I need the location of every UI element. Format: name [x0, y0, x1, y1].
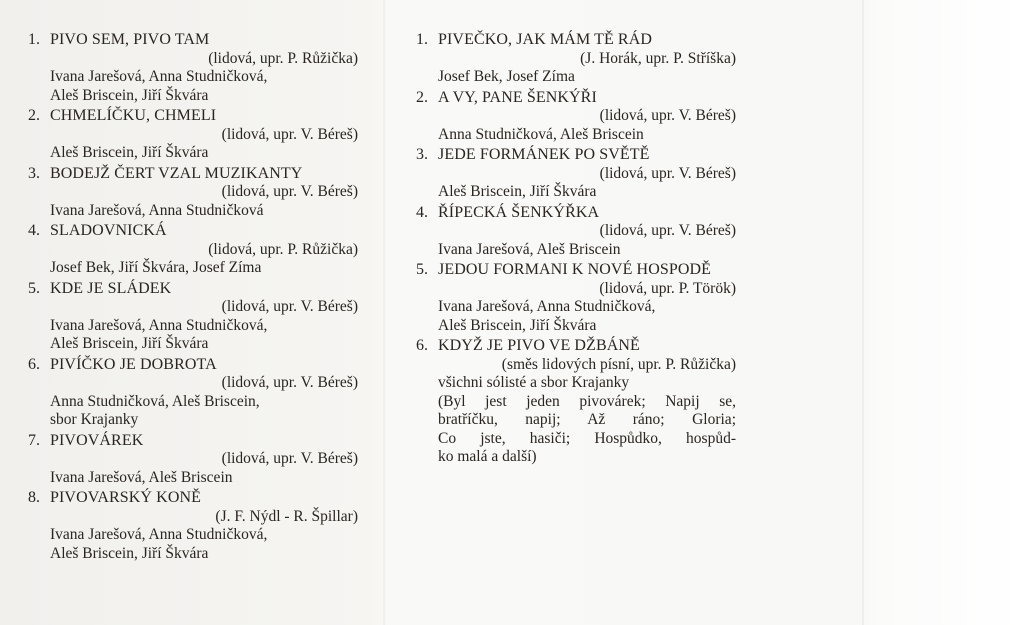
track-number: 4. [416, 203, 428, 221]
track-performers: Ivana Jarešová, Anna Studničková [50, 201, 264, 219]
track-number: 1. [28, 31, 40, 48]
track-performers: Ivana Jarešová, Aleš Briscein [438, 240, 621, 258]
track-performers: Aleš Briscein, Jiří Škvára [438, 183, 597, 200]
track-performers: Josef Bek, Jiří Škvára, Josef Zíma [50, 259, 262, 276]
track-credit: (směs lidových písní, upr. P. Růžička) [501, 355, 736, 373]
track-credit: (lidová, upr. V. Béreš) [221, 450, 358, 467]
track-performers: Anna Studničková, Aleš Briscein, [50, 392, 260, 410]
track-title: KDE JE SLÁDEK [50, 279, 172, 297]
track-credit: (J. Horák, upr. P. Stříška) [580, 49, 736, 67]
medley-line: ko malá a další) [438, 448, 537, 465]
track-title: JEDE FORMÁNEK PO SVĚTĚ [438, 146, 650, 163]
track-performers: Josef Bek, Josef Zíma [438, 68, 575, 85]
track-entry [28, 107, 358, 163]
track-title: SLADOVNICKÁ [50, 222, 167, 239]
tracklist-right [416, 31, 736, 469]
track-credit: (lidová, upr. V. Béreš) [599, 107, 736, 124]
track-performers: Anna Studničková, Aleš Briscein [438, 125, 644, 143]
track-entry [416, 204, 736, 260]
track-entry [28, 222, 358, 278]
track-number: 3. [416, 146, 428, 163]
track-entry [416, 146, 736, 202]
track-number: 4. [28, 222, 40, 239]
track-credit: (lidová, upr. V. Béreš) [221, 183, 358, 200]
track-performers: Aleš Briscein, Jiří Škvára [50, 335, 209, 352]
track-title: A VY, PANE ŠENKÝŘI [438, 88, 597, 106]
track-performers: Ivana Jarešová, Anna Studničková, [438, 298, 656, 315]
track-performers: Ivana Jarešová, Anna Studničková, [50, 526, 268, 543]
track-number: 8. [28, 489, 40, 506]
track-title: PIVO SEM, PIVO TAM [50, 31, 210, 48]
track-credit: (lidová, upr. P. Török) [599, 279, 736, 297]
track-number: 5. [28, 279, 40, 297]
track-number: 3. [28, 164, 40, 182]
track-credit: (lidová, upr. P. Růžička) [208, 240, 358, 258]
track-performers: všichni sólisté a sbor Krajanky [438, 374, 630, 391]
track-credit: (lidová, upr. V. Béreš) [599, 222, 736, 239]
track-number: 6. [416, 337, 428, 354]
track-number: 1. [416, 31, 428, 48]
track-title: PIVÍČKO JE DOBROTA [50, 355, 217, 373]
track-performers: Aleš Briscein, Jiří Škvára [438, 316, 597, 334]
track-entry [28, 280, 358, 354]
track-number: 5. [416, 261, 428, 278]
track-performers: Ivana Jarešová, Aleš Briscein [50, 468, 233, 486]
medley-line: Co jste, hasiči; Hospůdko, hospůd- [438, 429, 736, 447]
track-entry [28, 356, 358, 430]
track-title: PIVOVÁREK [50, 431, 144, 449]
track-credit: (lidová, upr. V. Béreš) [221, 125, 358, 143]
track-credit: (J. F. Nýdl - R. Špillar) [215, 507, 358, 525]
track-credit: (lidová, upr. V. Béreš) [221, 374, 358, 391]
track-title: PIVOVARSKÝ KONĚ [50, 489, 201, 506]
track-title: ŘÍPECKÁ ŠENKÝŘKA [438, 203, 600, 221]
medley-line: (Byl jest jeden pivovárek; Napij se, [438, 392, 736, 410]
track-number: 7. [28, 431, 40, 449]
track-number: 2. [28, 107, 40, 124]
track-performers: Aleš Briscein, Jiří Škvára [50, 144, 209, 161]
track-performers: Ivana Jarešová, Anna Studničková, [50, 316, 268, 334]
track-title: PIVEČKO, JAK MÁM TĚ RÁD [438, 31, 653, 48]
fold-line [383, 0, 385, 625]
track-entry [416, 261, 736, 335]
track-number: 2. [416, 88, 428, 106]
track-credit: (lidová, upr. V. Béreš) [221, 298, 358, 315]
track-credit: (lidová, upr. P. Růžička) [208, 49, 358, 67]
track-performers: sbor Krajanky [50, 411, 139, 428]
track-number: 6. [28, 355, 40, 373]
track-entry [28, 31, 358, 105]
tracklist-left [28, 31, 358, 565]
track-entry [416, 89, 736, 145]
track-credit: (lidová, upr. V. Béreš) [599, 164, 736, 182]
track-performers: Aleš Briscein, Jiří Škvára [50, 86, 209, 104]
track-entry [28, 432, 358, 488]
track-title: KDYŽ JE PIVO VE DŽBÁNĚ [438, 337, 640, 354]
track-entry [28, 489, 358, 563]
track-title: JEDOU FORMANI K NOVÉ HOSPODĚ [438, 261, 712, 278]
medley-line: bratříčku, napij; Až ráno; Gloria; [438, 411, 736, 428]
track-entry [416, 31, 736, 87]
track-performers: Aleš Briscein, Jiří Škvára [50, 544, 209, 562]
medley-note [416, 393, 736, 467]
track-title: BODEJŽ ČERT VZAL MUZIKANTY [50, 164, 303, 182]
track-performers: Ivana Jarešová, Anna Studničková, [50, 68, 268, 85]
track-entry [28, 165, 358, 221]
track-entry [416, 337, 736, 467]
track-title: CHMELÍČKU, CHMELI [50, 107, 217, 124]
fold-line [862, 0, 864, 625]
